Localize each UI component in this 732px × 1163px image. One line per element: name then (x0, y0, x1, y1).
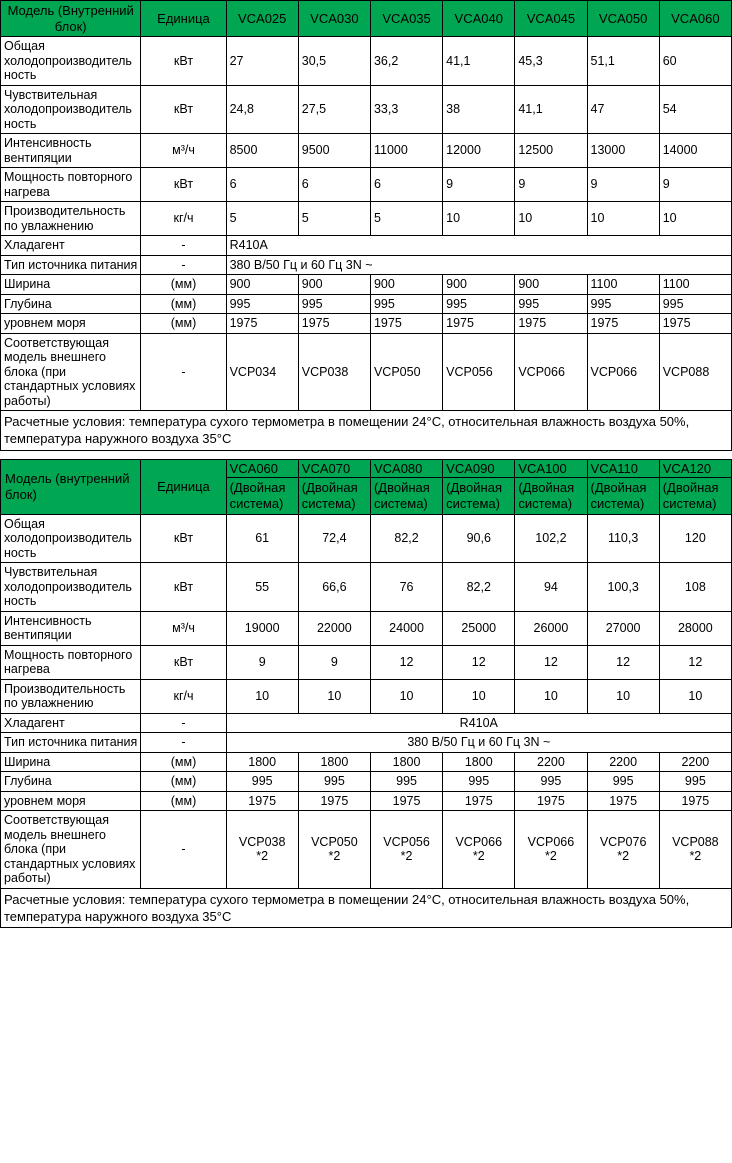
header-model-vca070: VCA070 (Двойная система) (298, 459, 370, 514)
table-row (1, 752, 732, 772)
row-value: 995 (298, 772, 370, 792)
row-value: 22000 (298, 611, 370, 645)
row-value: 12 (515, 645, 587, 679)
row-label: Соответствующая модель внешнего блока (при стандартных условиях работы) (1, 333, 141, 411)
header-model-vca080: VCA080 (Двойная система) (370, 459, 442, 514)
row-value: 27,5 (298, 85, 370, 134)
row-value: 10 (226, 679, 298, 713)
row-value: VCP088 *2 (659, 811, 731, 889)
header-model-vca045: VCA045 (515, 1, 587, 37)
row-value: 94 (515, 563, 587, 612)
header-unit-label: Единица (141, 459, 226, 514)
design-conditions-note: Расчетные условия: температура сухого термометра в помещении 24°C, относительная влажность воздуха 50%, температура наружного воздуха 35°C (1, 411, 732, 451)
table-row (1, 294, 732, 314)
row-label: Интенсивность вентипяции (1, 611, 141, 645)
row-value: 9 (226, 645, 298, 679)
header-model-vca040: VCA040 (443, 1, 515, 37)
row-value: 36,2 (370, 37, 442, 86)
row-value: 66,6 (298, 563, 370, 612)
row-value: 900 (515, 275, 587, 295)
row-value: 9 (587, 168, 659, 202)
table-row (1, 333, 732, 411)
row-value: 995 (370, 772, 442, 792)
row-value: 60 (659, 37, 731, 86)
row-label: Производительность по увлажнению (1, 202, 141, 236)
row-unit: (мм) (141, 752, 226, 772)
row-label: Тип источника питания (1, 255, 141, 275)
table1-note-row (1, 411, 732, 451)
table-row (1, 811, 732, 889)
row-merged-value: 380 В/50 Гц и 60 Гц 3N ~ (226, 733, 731, 753)
row-merged-value: R410A (226, 713, 731, 733)
row-value: 995 (226, 294, 298, 314)
row-unit: кг/ч (141, 202, 226, 236)
row-value: VCP056 (443, 333, 515, 411)
row-value: 1975 (659, 791, 731, 811)
row-value: 72,4 (298, 514, 370, 563)
table-row (1, 314, 732, 334)
row-value: 1975 (370, 791, 442, 811)
row-value: VCP066 (587, 333, 659, 411)
row-label: Общая холодопроизводительность (1, 514, 141, 563)
row-value: VCP076 *2 (587, 811, 659, 889)
header-model-vca120: VCA120 (Двойная система) (659, 459, 731, 514)
row-value: 1975 (659, 314, 731, 334)
header-model-vca035: VCA035 (370, 1, 442, 37)
row-value: 1975 (226, 791, 298, 811)
row-value: VCP038 (298, 333, 370, 411)
table-row (1, 645, 732, 679)
row-value: 1100 (587, 275, 659, 295)
row-value: 1800 (226, 752, 298, 772)
row-value: 9 (515, 168, 587, 202)
row-label: Хладагент (1, 236, 141, 256)
row-value: VCP038 *2 (226, 811, 298, 889)
row-value: 1975 (298, 314, 370, 334)
row-value: 41,1 (443, 37, 515, 86)
row-value: 6 (226, 168, 298, 202)
row-value: 25000 (443, 611, 515, 645)
row-value: 8500 (226, 134, 298, 168)
row-value: 995 (515, 294, 587, 314)
row-unit: (мм) (141, 294, 226, 314)
row-value: VCP066 *2 (515, 811, 587, 889)
row-value: 55 (226, 563, 298, 612)
row-unit: кг/ч (141, 679, 226, 713)
row-value: 11000 (370, 134, 442, 168)
row-unit: м³/ч (141, 134, 226, 168)
row-unit: кВт (141, 514, 226, 563)
row-label: Глубина (1, 772, 141, 792)
row-unit: кВт (141, 563, 226, 612)
row-value: VCP066 *2 (443, 811, 515, 889)
row-label: Хладагент (1, 713, 141, 733)
row-value: 995 (443, 294, 515, 314)
row-value: 12 (443, 645, 515, 679)
row-value: 82,2 (443, 563, 515, 612)
row-value: 14000 (659, 134, 731, 168)
header-model-vca060: VCA060 (659, 1, 731, 37)
row-value: 9 (659, 168, 731, 202)
row-unit: (мм) (141, 275, 226, 295)
row-value: 61 (226, 514, 298, 563)
row-value: 41,1 (515, 85, 587, 134)
row-value: 30,5 (298, 37, 370, 86)
row-value: 13000 (587, 134, 659, 168)
row-value: 12 (659, 645, 731, 679)
row-value: 33,3 (370, 85, 442, 134)
table-row (1, 275, 732, 295)
table-row (1, 713, 732, 733)
row-value: 995 (587, 772, 659, 792)
row-value: 995 (443, 772, 515, 792)
row-value: 24,8 (226, 85, 298, 134)
row-value: 27 (226, 37, 298, 86)
row-value: 10 (443, 202, 515, 236)
row-value: 995 (659, 772, 731, 792)
row-value: 5 (370, 202, 442, 236)
row-value: 900 (370, 275, 442, 295)
row-unit: (мм) (141, 772, 226, 792)
row-value: VCP050 (370, 333, 442, 411)
row-value: 900 (298, 275, 370, 295)
row-value: 1975 (298, 791, 370, 811)
row-value: 995 (298, 294, 370, 314)
row-value: VCP050 *2 (298, 811, 370, 889)
table-row (1, 791, 732, 811)
table-row (1, 134, 732, 168)
row-value: 9 (298, 645, 370, 679)
row-value: 1800 (298, 752, 370, 772)
row-value: 82,2 (370, 514, 442, 563)
row-label: Соответствующая модель внешнего блока (при стандартных условиях работы) (1, 811, 141, 889)
row-value: 12500 (515, 134, 587, 168)
row-value: 1975 (370, 314, 442, 334)
row-value: 19000 (226, 611, 298, 645)
row-value: 24000 (370, 611, 442, 645)
row-value: 108 (659, 563, 731, 612)
row-value: 995 (370, 294, 442, 314)
row-value: 28000 (659, 611, 731, 645)
row-label: Производительность по увлажнению (1, 679, 141, 713)
row-unit: - (141, 811, 226, 889)
row-value: 10 (659, 202, 731, 236)
table-row (1, 168, 732, 202)
row-value: 995 (587, 294, 659, 314)
row-value: 995 (515, 772, 587, 792)
row-value: 100,3 (587, 563, 659, 612)
row-unit: кВт (141, 37, 226, 86)
row-value: 1975 (226, 314, 298, 334)
table-row (1, 202, 732, 236)
row-value: 1975 (515, 314, 587, 334)
row-value: 1975 (587, 791, 659, 811)
row-value: 6 (370, 168, 442, 202)
header-model-vca025: VCA025 (226, 1, 298, 37)
row-value: 900 (226, 275, 298, 295)
row-value: 2200 (659, 752, 731, 772)
row-value: 10 (370, 679, 442, 713)
row-value: 54 (659, 85, 731, 134)
row-value: VCP066 (515, 333, 587, 411)
row-label: Тип источника питания (1, 733, 141, 753)
row-value: 120 (659, 514, 731, 563)
row-value: 900 (443, 275, 515, 295)
row-value: 1975 (515, 791, 587, 811)
row-value: 12 (370, 645, 442, 679)
row-label: Мощность повторного нагрева (1, 645, 141, 679)
row-unit: - (141, 713, 226, 733)
table1-header-row (1, 1, 732, 37)
row-label: Чувствительная холодопроизводительность (1, 85, 141, 134)
row-value: 10 (659, 679, 731, 713)
table-gap-spacer (0, 451, 732, 459)
header-model-label: Модель (внутренний блок) (1, 459, 141, 514)
row-value: 1975 (587, 314, 659, 334)
row-value: 995 (226, 772, 298, 792)
row-value: 76 (370, 563, 442, 612)
row-value: 1100 (659, 275, 731, 295)
table-row (1, 772, 732, 792)
header-model-vca100: VCA100 (Двойная система) (515, 459, 587, 514)
row-label: уровнем моря (1, 314, 141, 334)
header-model-vca060: VCA060 (Двойная система) (226, 459, 298, 514)
table-row (1, 236, 732, 256)
design-conditions-note: Расчетные условия: температура сухого термометра в помещении 24°C, относительная влажность воздуха 50%, температура наружного воздуха 35°C (1, 888, 732, 928)
header-model-vca110: VCA110 (Двойная система) (587, 459, 659, 514)
row-value: 9500 (298, 134, 370, 168)
table-row (1, 255, 732, 275)
row-value: 5 (298, 202, 370, 236)
row-unit: - (141, 255, 226, 275)
row-value: 12000 (443, 134, 515, 168)
table2-note-row (1, 888, 732, 928)
table-row (1, 37, 732, 86)
row-unit: (мм) (141, 791, 226, 811)
row-label: Интенсивность вентипяции (1, 134, 141, 168)
row-value: 2200 (515, 752, 587, 772)
row-value: VCP034 (226, 333, 298, 411)
row-value: 10 (587, 202, 659, 236)
spec-table-single-system (0, 0, 732, 451)
row-label: Чувствительная холодопроизводительность (1, 563, 141, 612)
row-value: 102,2 (515, 514, 587, 563)
header-model-vca050: VCA050 (587, 1, 659, 37)
row-label: Мощность повторного нагрева (1, 168, 141, 202)
row-value: 51,1 (587, 37, 659, 86)
row-value: 10 (298, 679, 370, 713)
row-value: 47 (587, 85, 659, 134)
table-row (1, 563, 732, 612)
row-unit: - (141, 733, 226, 753)
row-value: 2200 (587, 752, 659, 772)
row-value: 110,3 (587, 514, 659, 563)
row-unit: м³/ч (141, 611, 226, 645)
table-row (1, 679, 732, 713)
row-unit: - (141, 236, 226, 256)
row-unit: - (141, 333, 226, 411)
row-unit: (мм) (141, 314, 226, 334)
row-value: VCP088 (659, 333, 731, 411)
header-model-label: Модель (Внутренний блок) (1, 1, 141, 37)
row-value: 9 (443, 168, 515, 202)
table2-header-row (1, 459, 732, 514)
row-merged-value: 380 В/50 Гц и 60 Гц 3N ~ (226, 255, 731, 275)
row-value: 1800 (443, 752, 515, 772)
spec-table-dual-system (0, 459, 732, 928)
header-model-vca090: VCA090 (Двойная система) (443, 459, 515, 514)
row-value: 10 (587, 679, 659, 713)
row-value: 995 (659, 294, 731, 314)
row-value: 45,3 (515, 37, 587, 86)
table-row (1, 514, 732, 563)
header-model-vca030: VCA030 (298, 1, 370, 37)
row-unit: кВт (141, 168, 226, 202)
row-value: VCP056 *2 (370, 811, 442, 889)
row-label: уровнем моря (1, 791, 141, 811)
header-unit-label: Единица (141, 1, 226, 37)
row-value: 90,6 (443, 514, 515, 563)
row-value: 38 (443, 85, 515, 134)
row-label: Общая холодопроизводительность (1, 37, 141, 86)
row-label: Ширина (1, 275, 141, 295)
row-value: 26000 (515, 611, 587, 645)
row-label: Глубина (1, 294, 141, 314)
row-value: 1975 (443, 791, 515, 811)
row-merged-value: R410A (226, 236, 731, 256)
row-value: 27000 (587, 611, 659, 645)
row-value: 1975 (443, 314, 515, 334)
table-row (1, 733, 732, 753)
row-value: 5 (226, 202, 298, 236)
table-row (1, 85, 732, 134)
row-value: 12 (587, 645, 659, 679)
row-value: 1800 (370, 752, 442, 772)
row-value: 10 (515, 679, 587, 713)
table-row (1, 611, 732, 645)
row-value: 6 (298, 168, 370, 202)
row-unit: кВт (141, 645, 226, 679)
row-value: 10 (443, 679, 515, 713)
row-value: 10 (515, 202, 587, 236)
row-unit: кВт (141, 85, 226, 134)
row-label: Ширина (1, 752, 141, 772)
